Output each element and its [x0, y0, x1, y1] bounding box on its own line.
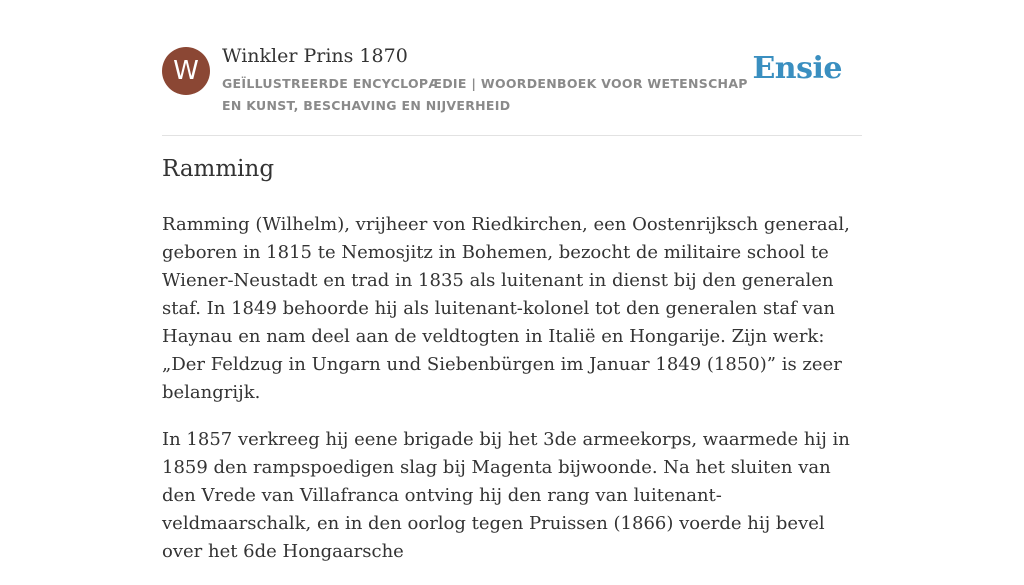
ensie-logo-link[interactable]: Ensie [752, 51, 842, 86]
source-header [162, 0, 862, 136]
entry-paragraph: In 1857 verkreeg hij eene brigade bij het 3de armeekorps, waarmede hij in 1859 den rampspoedigen slag bij Magenta bijwoonde. Na het sluiten van den Vrede van Villafranca ontving hij den rang van luitenant-veldmaarschalk, en in den oorlog tegen Pruissen (1866) voerde hij bevel over het 6de Hongaarsche [162, 429, 850, 562]
page-container [162, 0, 862, 562]
source-subtitle: GEÏLLUSTREERDE ENCYCLOPÆDIE | WOORDENBOEK VOOR WETENSCHAP EN KUNST, BESCHAVING EN NIJVERHEID [222, 76, 748, 113]
entry-body [162, 211, 862, 585]
entry-paragraph: Ramming (Wilhelm), vrijheer von Riedkirchen, een Oostenrijksch generaal, geboren in 1815 te Nemosjitz in Bohemen, bezocht de militaire school te Wiener-Neustadt en trad in 1835 als luitenant in dienst bij den generalen staf. In 1849 behoorde hij als luitenant-kolonel tot den generalen staf van Haynau en nam deel aan de veldtogten in Italië en Hongarije. Zijn werk: „Der Feldzug in Ungarn und Siebenbürgen im Januar 1849 (1850)” is zeer belangrijk. [162, 214, 850, 403]
source-title[interactable]: Winkler Prins 1870 [222, 45, 408, 67]
entry-title: Ramming [162, 156, 275, 182]
source-avatar[interactable]: W [162, 47, 210, 95]
